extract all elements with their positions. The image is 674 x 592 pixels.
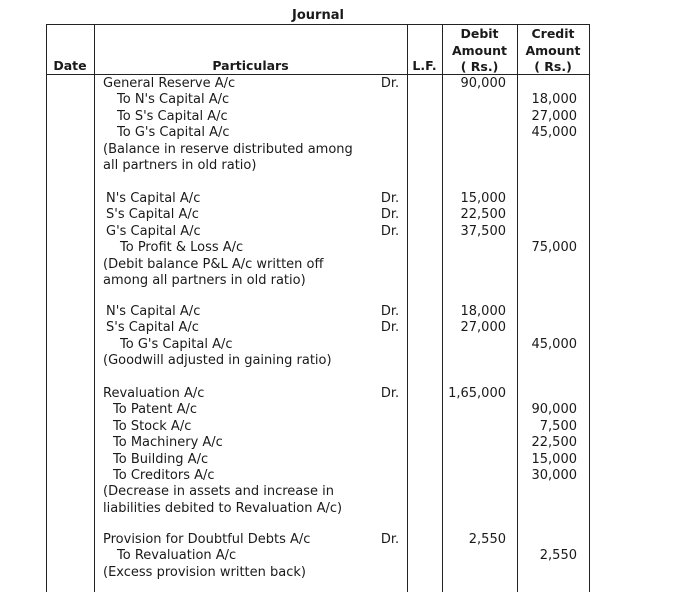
entry-credit-amount: 27,000 bbox=[531, 108, 577, 124]
entry-particulars-line: (Balance in reserve distributed among bbox=[103, 141, 353, 157]
col-border-date bbox=[94, 24, 95, 592]
entry-particulars-line: G's Capital A/c bbox=[106, 223, 201, 239]
col-border-right bbox=[589, 24, 590, 592]
entry-credit-amount: 75,000 bbox=[531, 240, 577, 256]
entry-particulars-line: Revaluation A/c bbox=[103, 386, 205, 401]
entry-particulars-line: To Patent A/c bbox=[113, 402, 198, 418]
entry-credit-amount: 45,000 bbox=[531, 125, 577, 141]
header-credit-line1: Credit bbox=[531, 26, 575, 41]
entry-particulars-line: To Creditors A/c bbox=[113, 468, 215, 483]
header-debit-line2: Amount bbox=[451, 43, 508, 58]
entry-dr-marker: Dr. bbox=[380, 223, 400, 239]
entry-credit-amount: 90,000 bbox=[531, 402, 577, 418]
header-credit-line2: Amount bbox=[525, 43, 581, 58]
entry-credit-amount: 7,500 bbox=[539, 418, 577, 434]
entry-particulars-line: S's Capital A/c bbox=[106, 207, 199, 223]
entry-credit-amount: 15,000 bbox=[531, 451, 577, 467]
entry-credit-amount: 18,000 bbox=[531, 92, 577, 108]
header-particulars: Particulars bbox=[212, 58, 289, 73]
entry-particulars-line: To G's Capital A/c bbox=[117, 125, 230, 141]
col-border-left bbox=[46, 24, 47, 592]
entry-particulars-line: To Machinery A/c bbox=[113, 435, 223, 451]
entry-debit-amount: 1,65,000 bbox=[448, 386, 506, 401]
entry-credit-amount: 30,000 bbox=[531, 468, 577, 483]
entry-debit-amount: 18,000 bbox=[460, 304, 506, 319]
entry-particulars-line: N's Capital A/c bbox=[106, 191, 201, 206]
entry-particulars-line: (Goodwill adjusted in gaining ratio) bbox=[103, 353, 332, 369]
entry-dr-marker: Dr. bbox=[380, 320, 400, 336]
entry-particulars-line: To S's Capital A/c bbox=[117, 108, 228, 124]
entry-particulars-line: To Stock A/c bbox=[113, 418, 192, 434]
entry-debit-amount: 15,000 bbox=[460, 191, 506, 206]
journal-title: Journal bbox=[292, 8, 344, 23]
entry-particulars-line: (Debit balance P&L A/c written off bbox=[103, 256, 324, 272]
entry-particulars-line: (Excess provision written back) bbox=[103, 564, 306, 580]
header-credit-line3: ( Rs.) bbox=[534, 59, 572, 74]
entry-particulars-line: S's Capital A/c bbox=[106, 320, 199, 336]
entry-dr-marker: Dr. bbox=[380, 76, 400, 91]
entry-particulars-line: To Revaluation A/c bbox=[117, 548, 237, 564]
entry-particulars-line: among all partners in old ratio) bbox=[103, 273, 306, 288]
entry-particulars-line: N's Capital A/c bbox=[106, 304, 201, 319]
header-debit-line3: ( Rs.) bbox=[460, 59, 499, 74]
entry-dr-marker: Dr. bbox=[380, 304, 400, 319]
entry-credit-amount: 2,550 bbox=[539, 548, 577, 564]
entry-dr-marker: Dr. bbox=[380, 532, 400, 547]
entry-debit-amount: 2,550 bbox=[468, 532, 506, 547]
entry-particulars-line: To G's Capital A/c bbox=[120, 336, 233, 352]
entry-particulars-line: liabilities debited to Revaluation A/c) bbox=[103, 500, 343, 516]
entry-particulars-line: To N's Capital A/c bbox=[117, 92, 230, 108]
entry-dr-marker: Dr. bbox=[380, 386, 400, 401]
entry-particulars-line: To Building A/c bbox=[113, 451, 209, 467]
header-debit-line1: Debit bbox=[460, 26, 499, 41]
entry-credit-amount: 22,500 bbox=[531, 435, 577, 451]
header-lf: L.F. bbox=[412, 58, 437, 73]
entry-debit-amount: 27,000 bbox=[460, 320, 506, 336]
entry-particulars-line: all partners in old ratio) bbox=[103, 158, 257, 173]
entry-particulars-line: To Profit & Loss A/c bbox=[120, 240, 244, 256]
entry-dr-marker: Dr. bbox=[380, 191, 400, 206]
entry-particulars-line: (Decrease in assets and increase in bbox=[103, 484, 335, 500]
entry-debit-amount: 22,500 bbox=[460, 207, 506, 223]
entry-particulars-line: Provision for Doubtful Debts A/c bbox=[103, 532, 311, 547]
entry-particulars-line: General Reserve A/c bbox=[103, 76, 236, 91]
entry-dr-marker: Dr. bbox=[380, 207, 400, 223]
entry-credit-amount: 45,000 bbox=[531, 336, 577, 352]
header-date: Date bbox=[53, 58, 87, 73]
entry-debit-amount: 37,500 bbox=[460, 223, 506, 239]
entry-debit-amount: 90,000 bbox=[460, 76, 506, 91]
